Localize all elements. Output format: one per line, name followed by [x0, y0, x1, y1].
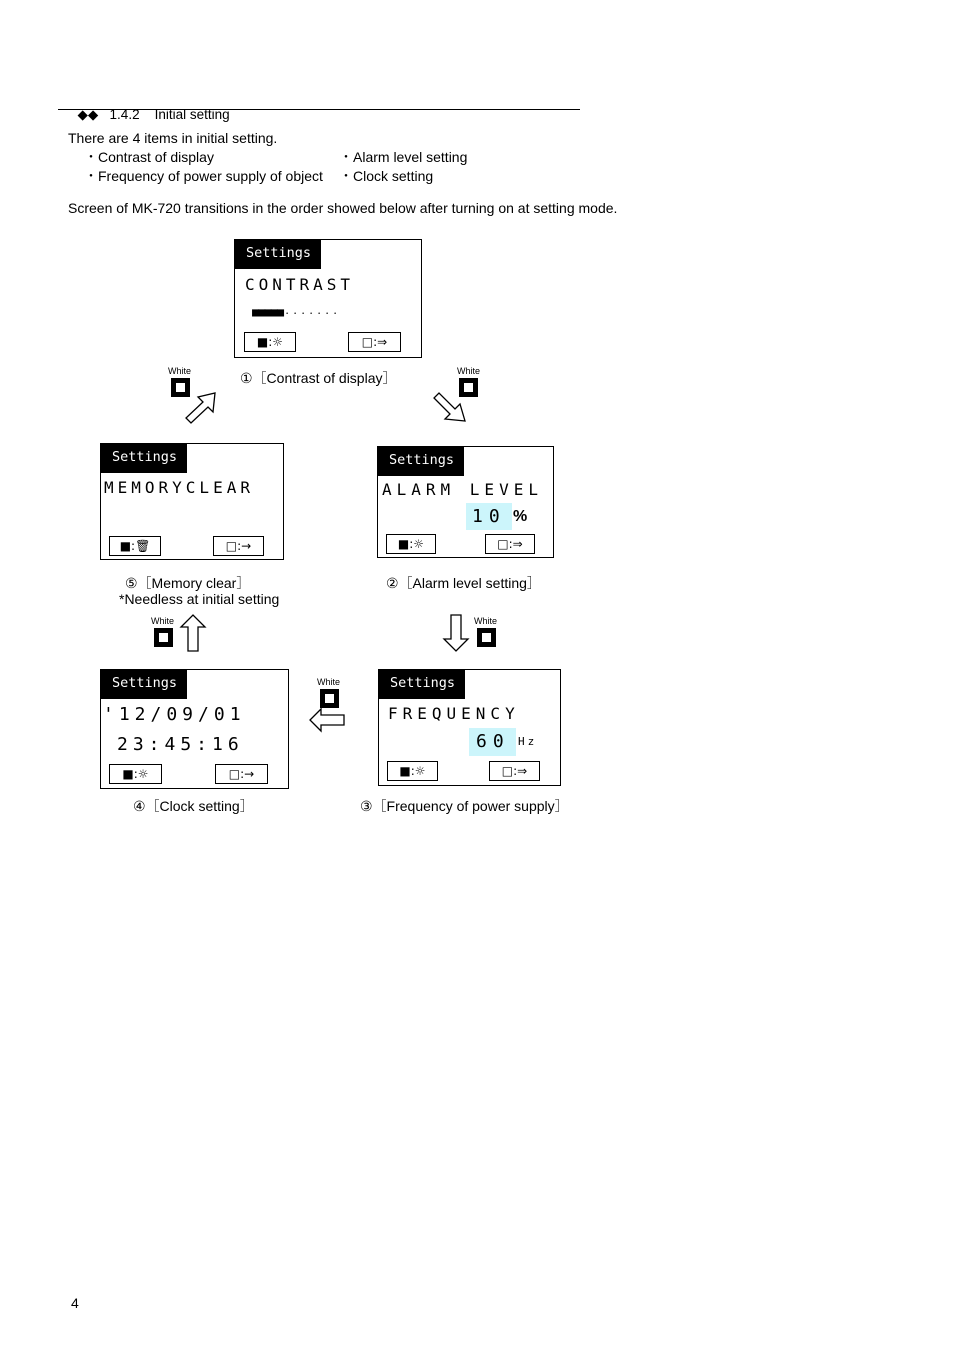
arrow-up-right-icon	[185, 392, 217, 424]
contrast-caption: ①［Contrast of display］	[240, 370, 397, 386]
frequency-value: 60	[476, 731, 510, 752]
heading-marks: ◆◆	[77, 107, 99, 122]
contrast-bar-empty: ・・・・・・・	[283, 309, 340, 318]
frequency-next-button[interactable]: □:⇒	[489, 761, 540, 781]
clock-next-button[interactable]: □:→	[215, 764, 268, 784]
item-contrast: ・Contrast of display	[84, 149, 214, 165]
white-label: White	[457, 366, 481, 376]
contrast-adjust-button[interactable]: ■:☼	[244, 332, 296, 352]
clock-time: 23:45:16	[117, 734, 244, 755]
arrow-up-icon	[180, 614, 206, 652]
clock-adjust-button[interactable]: ■:☼	[109, 764, 162, 784]
clock-screen	[100, 669, 289, 789]
white-label: White	[168, 366, 192, 376]
contrast-bar	[252, 305, 339, 319]
clock-caption: ④［Clock setting］	[133, 798, 254, 814]
page-number: 4	[71, 1295, 79, 1311]
frequency-caption: ③［Frequency of power supply］	[360, 798, 569, 814]
arrow-left-icon	[309, 708, 345, 732]
frequency-unit: Hz	[518, 735, 538, 748]
item-clock: ・Clock setting	[339, 168, 434, 184]
alarm-screen	[377, 446, 554, 558]
screen-tag: Settings	[378, 447, 464, 476]
section-heading	[70, 92, 230, 123]
intro-line: There are 4 items in initial setting.	[68, 130, 278, 146]
arrow-down-icon	[443, 614, 469, 652]
white-label: White	[474, 616, 498, 626]
alarm-next-button[interactable]: □:⇒	[485, 534, 535, 554]
section-number: 1.4.2	[109, 107, 140, 122]
memory-label: MEMORYCLEAR	[104, 478, 254, 497]
screen-tag: Settings	[101, 670, 187, 699]
frequency-label: FREQUENCY	[388, 704, 520, 723]
heading-rule	[58, 109, 580, 110]
screen-tag: Settings	[379, 670, 465, 699]
alarm-value: 10	[472, 506, 506, 527]
white-label: White	[151, 616, 175, 626]
contrast-bar-filled: ■■■■■	[252, 305, 284, 319]
item-alarm: ・Alarm level setting	[339, 149, 468, 165]
alarm-caption: ②［Alarm level setting］	[386, 575, 541, 591]
frequency-adjust-button[interactable]: ■:☼	[387, 761, 438, 781]
screen-tag: Settings	[235, 240, 321, 269]
memory-next-button[interactable]: □:→	[213, 536, 264, 556]
section-title: Initial setting	[154, 107, 230, 122]
white-button-icon	[477, 628, 496, 647]
frequency-screen	[378, 669, 561, 786]
memory-clear-button[interactable]: ■:🗑	[109, 536, 161, 556]
arrow-down-right-icon	[433, 391, 467, 423]
white-button-icon	[154, 628, 173, 647]
memory-note: *Needless at initial setting	[119, 591, 280, 607]
memory-screen	[100, 443, 284, 560]
clock-date: '12/09/01	[103, 704, 246, 725]
contrast-label: CONTRAST	[245, 275, 355, 294]
contrast-next-button[interactable]: □:⇒	[348, 332, 401, 352]
alarm-label: ALARM LEVEL	[382, 480, 543, 499]
white-button-icon	[320, 689, 339, 708]
item-frequency: ・Frequency of power supply of object	[84, 168, 323, 184]
contrast-screen	[234, 239, 422, 358]
white-label: White	[317, 677, 341, 687]
alarm-unit: %	[513, 508, 528, 525]
alarm-adjust-button[interactable]: ■:☼	[386, 534, 436, 554]
transition-text: Screen of MK-720 transitions in the order showed below after turning on at setting mode.	[68, 200, 618, 216]
memory-caption: ⑤［Memory clear］	[125, 575, 251, 591]
screen-tag: Settings	[101, 444, 187, 473]
